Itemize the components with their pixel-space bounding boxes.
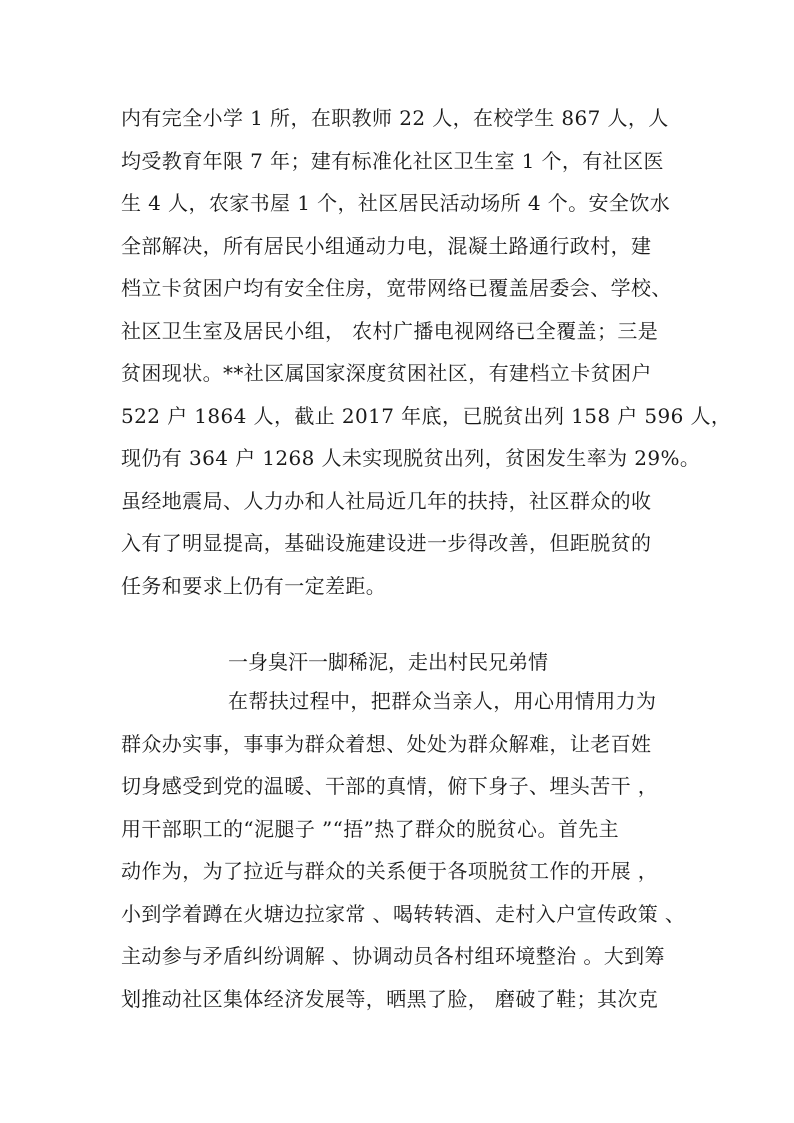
body-text-line: 任务和要求上仍有一定差距。 [121,574,387,598]
body-text-line: 小到学着蹲在火塘边拉家常 、喝转转酒、走村入户宣传政策 、 [121,902,686,926]
body-text-line: 在帮扶过程中，把群众当亲人，用心用情用力为 [228,689,657,713]
body-text-line: 虽经地震局、人力办和人社局近几年的扶持，社区群众的收 [121,489,652,513]
body-text-line: 均受教育年限 7 年；建有标准化社区卫生室 1 个，有社区医 [121,149,664,173]
body-text-line: 贫困现状。**社区属国家深度贫困社区，有建档立卡贫困户 [121,361,652,385]
body-text-line: 划推动社区集体经济发展等，晒黑了脸， 磨破了鞋；其次克 [121,987,659,1011]
body-text-line: 主动参与矛盾纠纷调解 、协调动员各村组环境整治 。大到筹 [121,944,665,968]
body-text-line: 社区卫生室及居民小组， 农村广播电视网络已全覆盖；三是 [121,319,659,343]
body-text-line: 现仍有 364 户 1268 人未实现脱贫出列，贫困发生率为 29%。 [121,446,701,470]
body-text-line: 生 4 人，农家书屋 1 个，社区居民活动场所 4 个。安全饮水 [121,191,671,215]
body-text-line: 用干部职工的“泥腿子 ”“捂”热了群众的脱贫心。首先主 [121,817,620,841]
body-text-line: 群众办实事，事事为群众着想、处处为群众解难，让老百姓 [121,732,652,756]
section-heading: 一身臭汗一脚稀泥，走出村民兄弟情 [228,650,548,674]
body-text-line: 入有了明显提高，基础设施建设进一步得改善，但距脱贫的 [121,531,652,555]
body-text-line: 内有完全小学 1 所，在职教师 22 人，在校学生 867 人，人 [121,106,669,130]
body-text-line: 522 户 1864 人，截止 2017 年底，已脱贫出列 158 户 596 人， [121,404,732,428]
body-text-line: 动作为，为了拉近与群众的关系便于各项脱贫工作的开展 ， [121,859,659,883]
body-text-line: 全部解决，所有居民小组通动力电，混凝土路通行政村，建 [121,234,652,258]
body-text-line: 档立卡贫困户均有安全住房，宽带网络已覆盖居委会、学校、 [121,276,672,300]
body-text-line: 切身感受到党的温暖、干部的真情，俯下身子、埋头苦干 ， [121,774,659,798]
